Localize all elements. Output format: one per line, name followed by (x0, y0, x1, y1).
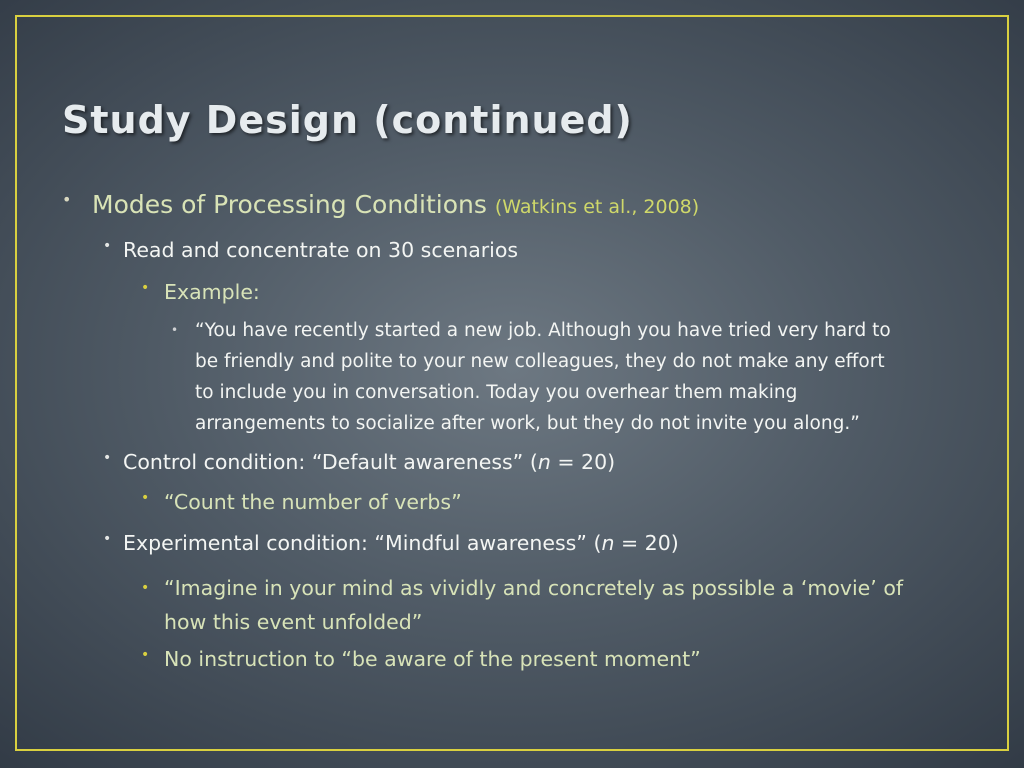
bullet-text: Read and concentrate on 30 scenarios (123, 238, 519, 262)
bullet-dot-icon: • (141, 280, 150, 296)
bullet-scenario-quote (171, 315, 891, 439)
quote-line: arrangements to socialize after work, but they do not invite you along.” (195, 413, 860, 434)
bullet-dot-icon: • (141, 490, 150, 506)
n-symbol: n (537, 450, 551, 474)
bullet-text: = 20) (614, 531, 679, 555)
bullet-dot-icon: • (62, 190, 72, 209)
quote-line: be friendly and polite to your new colleagues, they do not make any effort (195, 351, 885, 372)
bullet-experimental-condition (103, 531, 679, 555)
bullet-text: Example: (164, 280, 260, 304)
bullet-text: No instruction to “be aware of the present moment” (164, 647, 701, 671)
bullet-text: “Count the number of verbs” (164, 490, 462, 514)
bullet-imagine-movie (141, 571, 903, 639)
slide-title: Study Design (continued) (62, 98, 633, 142)
quote-line: “You have recently started a new job. Although you have tried very hard to (195, 320, 891, 341)
bullet-dot-icon: • (103, 450, 112, 466)
bullet-text-line: how this event unfolded” (164, 610, 423, 634)
bullet-text: = 20) (550, 450, 616, 474)
bullet-dot-icon: • (141, 580, 150, 596)
bullet-dot-icon: • (171, 323, 179, 337)
bullet-count-verbs (141, 490, 462, 514)
bullet-text: Experimental condition: “Mindful awareness” ( (123, 531, 602, 555)
quote-line: to include you in conversation. Today you overhear them making (195, 382, 798, 403)
bullet-control-condition (103, 450, 615, 474)
bullet-text-line: “Imagine in your mind as vividly and concretely as possible a ‘movie’ of (164, 576, 904, 600)
bullet-no-instruction (141, 647, 701, 671)
bullet-dot-icon: • (103, 531, 112, 547)
bullet-modes-of-processing (62, 190, 699, 219)
bullet-text: Control condition: “Default awareness” ( (123, 450, 538, 474)
bullet-text: Modes of Processing Conditions (92, 190, 495, 219)
citation: (Watkins et al., 2008) (494, 196, 700, 218)
bullet-dot-icon: • (103, 238, 112, 254)
bullet-dot-icon: • (141, 647, 150, 663)
bullet-example (141, 280, 260, 304)
n-symbol: n (601, 531, 615, 555)
bullet-read-concentrate (103, 238, 518, 262)
